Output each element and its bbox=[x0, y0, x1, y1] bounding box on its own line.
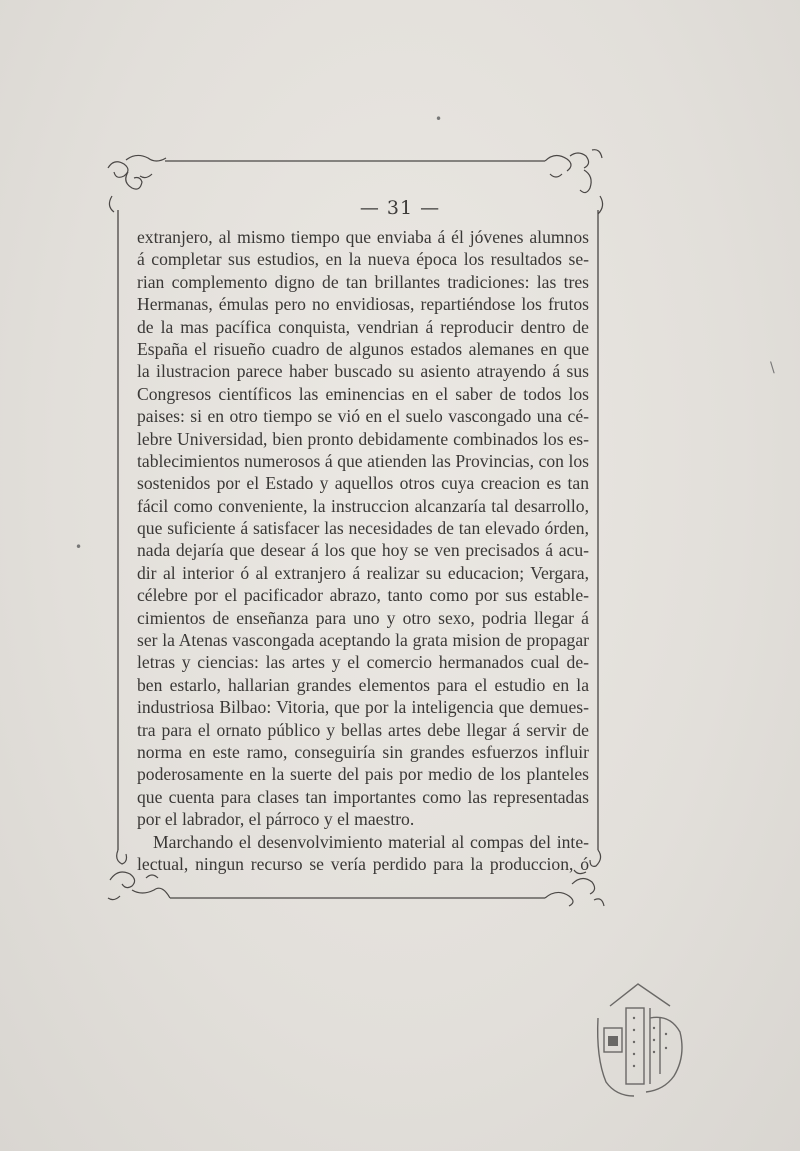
text-line: extranjero, al mismo tiempo que enviaba á él jóvenes alumnos bbox=[137, 227, 589, 247]
text-line: ben estarlo, hallarian grandes elementos para el estudio en la bbox=[137, 674, 589, 695]
text-line: tra para el ornato público y bellas artes debe llegar á servir de bbox=[137, 719, 589, 740]
text-line: norma en este ramo, conseguiría sin grandes esfuerzos influir bbox=[137, 741, 589, 762]
text-line: de la mas pacífica conquista, vendrian á reproducir dentro de bbox=[137, 316, 589, 337]
text-line: nada dejaría que desear á los que hoy se ven precisados á acu- bbox=[137, 540, 589, 561]
text-line: lectual, ningun recurso se vería perdido para la produccion, ó bbox=[137, 853, 589, 874]
scan-mark: • bbox=[75, 540, 83, 554]
text-line: ser la Atenas vascongada aceptando la grata mision de propagar bbox=[137, 630, 589, 651]
text-line: rian complemento digno de tan brillantes tradiciones: las tres bbox=[137, 271, 589, 292]
text-line: poderosamente en la suerte del pais por medio de los planteles bbox=[137, 764, 589, 785]
text-line: Marchando el desenvolvimiento material al compas del inte- bbox=[153, 831, 589, 852]
text-line: por el labrador, el párroco y el maestro. bbox=[137, 809, 415, 830]
text-line: cimientos de enseñanza para uno y otro sexo, podria llegar á bbox=[137, 607, 589, 628]
text-line: España el risueño cuadro de algunos estados alemanes en que bbox=[137, 338, 589, 359]
text-line: la ilustracion parece haber buscado su asiento atrayendo á sus bbox=[137, 361, 589, 382]
text-line: célebre por el pacificador abrazo, tanto como por sus estable- bbox=[137, 585, 589, 606]
text-line: á completar sus estudios, en la nueva época los resultados se- bbox=[137, 249, 589, 270]
text-line: lebre Universidad, bien pronto debidamente combinados los es- bbox=[137, 428, 589, 449]
text-line: paises: si en otro tiempo se vió en el suelo vascongado una cé- bbox=[137, 406, 589, 427]
text-line: industriosa Bilbao: Vitoria, que por la inteligencia que demues- bbox=[137, 697, 589, 718]
text-line: tablecimientos numerosos á que atienden las Provincias, con los bbox=[137, 450, 589, 471]
text-line: sostenidos por el Estado y aquellos otros cuya creacion es tan bbox=[137, 473, 589, 494]
library-stamp-icon bbox=[590, 978, 686, 1100]
body-text bbox=[137, 226, 589, 875]
text-line: fácil como conveniente, la instruccion alcanzaría tal desarrollo, bbox=[137, 495, 589, 516]
scan-mark: • bbox=[435, 112, 443, 126]
page-number: — 31 — bbox=[359, 197, 441, 219]
text-line: que cuenta para clases tan importantes como las representadas bbox=[137, 786, 589, 807]
text-line: Congresos científicos las eminencias en el saber de todos los bbox=[137, 383, 589, 404]
text-line: que suficiente á satisfacer las necesidades de tan elevado órden, bbox=[137, 518, 589, 539]
text-line: Hermanas, émulas pero no envidiosas, repartiéndose los frutos bbox=[137, 294, 589, 315]
scan-mark: \ bbox=[770, 360, 775, 376]
text-line: letras y ciencias: las artes y el comercio hermanados cual de- bbox=[137, 652, 589, 673]
text-line: dir al interior ó al extranjero á realizar su educacion; Vergara, bbox=[137, 562, 589, 583]
